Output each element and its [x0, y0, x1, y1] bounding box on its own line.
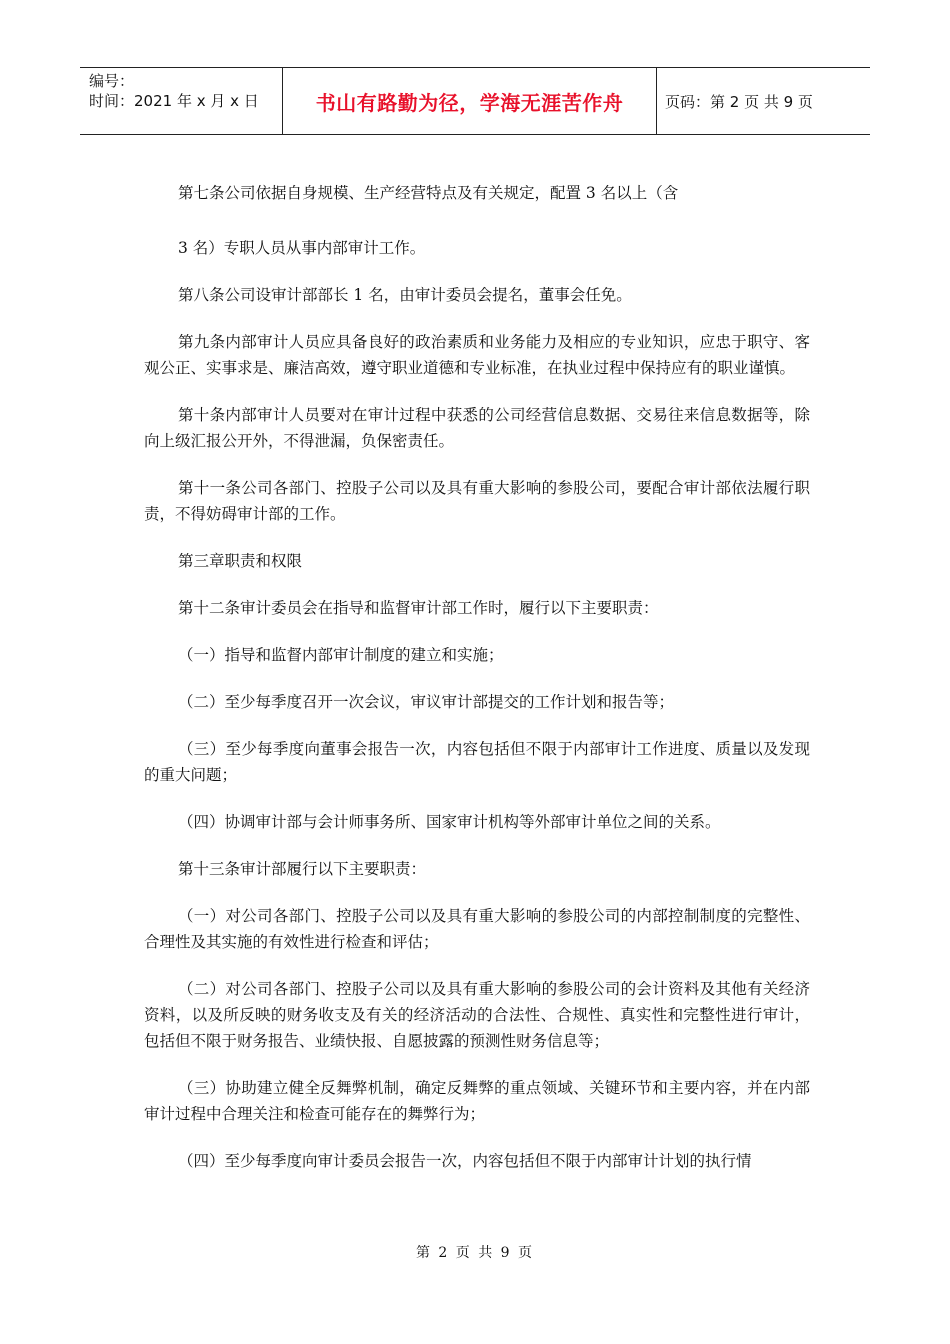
list-item: （二）对公司各部门、控股子公司以及具有重大影响的参股公司的会计资料及其他有关经济资料，以及所反映的财务收支及有关的经济活动的合法性、合规性、真实性和完整性进行审计，包括但不限于财务报告、业绩快报、自愿披露的预测性财务信息等； [144, 980, 810, 1050]
paragraph-article-7: 第七条公司依据自身规模、生产经营特点及有关规定，配置 3 名以上（含 [178, 184, 679, 202]
paragraph-article-7-cont: 3 名）专职人员从事内部审计工作。 [178, 239, 426, 257]
header-meta [80, 68, 282, 134]
paragraph-article-8: 第八条公司设审计部部长 1 名，由审计委员会提名，董事会任免。 [178, 286, 632, 304]
document-date: 时间：2021 年 x 月 x 日 [89, 92, 259, 110]
paragraph-article-13: 第十三条审计部履行以下主要职责： [178, 860, 427, 878]
chapter-heading: 第三章职责和权限 [178, 552, 303, 570]
list-item: （一）指导和监督内部审计制度的建立和实施； [178, 646, 504, 664]
list-item: （一）对公司各部门、控股子公司以及具有重大影响的参股公司的内部控制制度的完整性、合理性及其实施的有效性进行检查和评估； [144, 907, 810, 951]
paragraph-article-11: 第十一条公司各部门、控股子公司以及具有重大影响的参股公司，要配合审计部依法履行职责，不得妨碍审计部的工作。 [144, 479, 810, 523]
paragraph-article-10: 第十条内部审计人员要对在审计过程中获悉的公司经营信息数据、交易往来信息数据等，除向上级汇报公开外，不得泄漏，负保密责任。 [144, 406, 810, 450]
list-item: （三）协助建立健全反舞弊机制，确定反舞弊的重点领域、关键环节和主要内容，并在内部审计过程中合理关注和检查可能存在的舞弊行为； [144, 1079, 810, 1123]
header-motto: 书山有路勤为径，学海无涯苦作舟 [282, 68, 657, 134]
list-item: （三）至少每季度向董事会报告一次，内容包括但不限于内部审计工作进度、质量以及发现的重大问题； [144, 740, 810, 784]
document-body [144, 180, 810, 1195]
list-item: （二）至少每季度召开一次会议，审议审计部提交的工作计划和报告等； [178, 693, 675, 711]
paragraph-article-9: 第九条内部审计人员应具备良好的政治素质和业务能力及相应的专业知识，应忠于职守、客观公正、实事求是、廉洁高效，遵守职业道德和专业标准，在执业过程中保持应有的职业谨慎。 [144, 333, 810, 377]
page-header [80, 67, 870, 135]
document-number-label: 编号： [89, 72, 135, 90]
header-page-info: 页码：第 2 页 共 9 页 [665, 92, 813, 111]
list-item: （四）至少每季度向审计委员会报告一次，内容包括但不限于内部审计计划的执行情 [178, 1152, 752, 1170]
paragraph-article-12: 第十二条审计委员会在指导和监督审计部工作时，履行以下主要职责： [178, 599, 659, 617]
page-footer: 第 2 页 共 9 页 [415, 1245, 535, 1261]
list-item: （四）协调审计部与会计师事务所、国家审计机构等外部审计单位之间的关系。 [178, 813, 721, 831]
